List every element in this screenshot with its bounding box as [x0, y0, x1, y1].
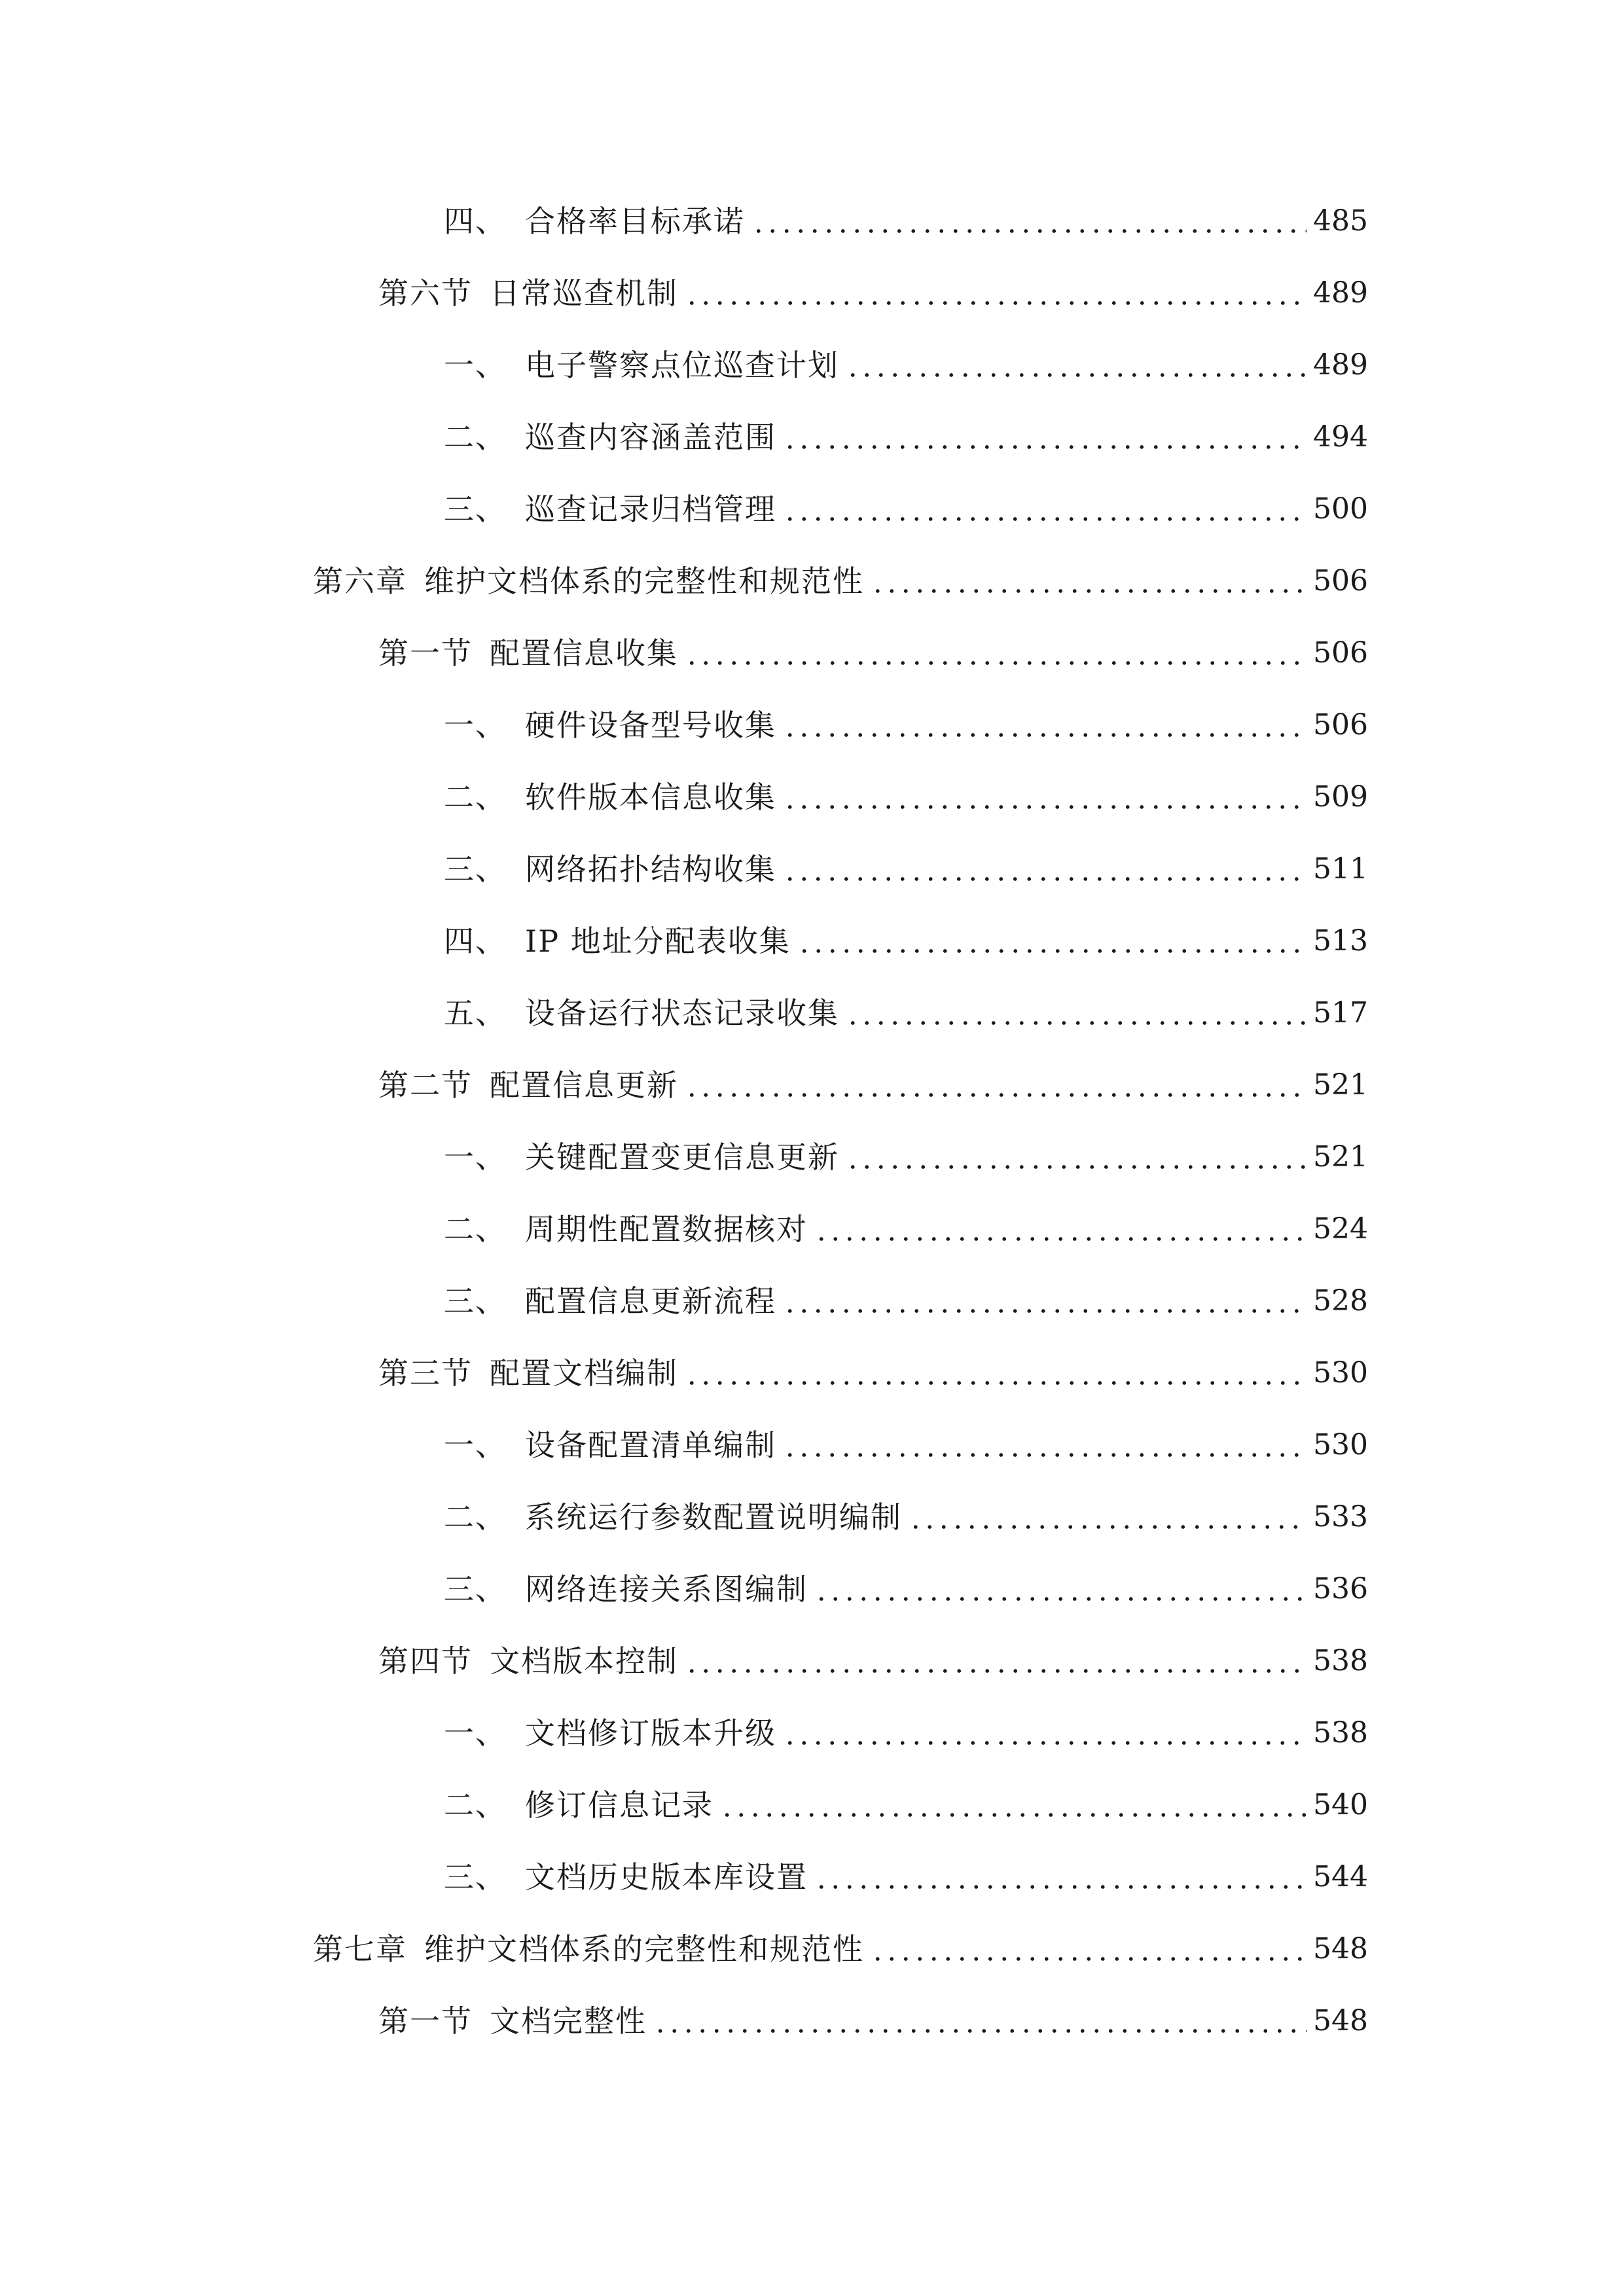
toc-entry-page: 524 [1313, 1212, 1368, 1246]
dot-leader [783, 1453, 1307, 1457]
dot-leader [783, 805, 1307, 809]
toc-entry[interactable] [313, 535, 1368, 601]
toc-entry-number: 第七章 [313, 1931, 407, 1967]
dot-leader [751, 229, 1307, 233]
dot-leader [685, 1669, 1307, 1673]
toc-entry-title: 网络连接关系图编制 [525, 1571, 808, 1607]
toc-entry-page: 544 [1313, 1860, 1368, 1893]
toc-entry[interactable] [444, 319, 1368, 385]
toc-entry-page: 533 [1313, 1500, 1368, 1534]
dot-leader [783, 877, 1307, 881]
toc-entry-number: 第二节 [378, 1067, 473, 1103]
toc-entry-page: 528 [1313, 1284, 1368, 1318]
toc-entry-page: 506 [1313, 564, 1368, 598]
toc-entry[interactable] [444, 463, 1368, 529]
dot-leader [783, 445, 1307, 449]
toc-entry-page: 538 [1313, 1644, 1368, 1677]
toc-entry-page: 511 [1313, 852, 1368, 886]
toc-entry-title: 配置信息收集 [490, 636, 678, 671]
dot-leader [797, 949, 1307, 953]
toc-entry-number: 第六节 [378, 276, 473, 311]
toc-entry-title: 电子警察点位巡查计划 [525, 348, 839, 383]
toc-entry-page: 548 [1313, 2004, 1368, 2037]
toc-entry[interactable] [313, 1903, 1368, 1969]
toc-entry-number: 一、 [444, 708, 507, 743]
toc-entry-title: 周期性配置数据核对 [525, 1211, 808, 1247]
toc-entry-number: 三、 [444, 492, 507, 527]
toc-entry-title: 巡查内容涵盖范围 [525, 420, 776, 455]
dot-leader [685, 301, 1307, 305]
dot-leader [814, 1597, 1307, 1601]
toc-entry-title: IP 地址分配表收集 [525, 924, 791, 959]
toc-entry-number: 二、 [444, 780, 507, 815]
toc-entry[interactable] [444, 1255, 1368, 1321]
toc-entry-number: 二、 [444, 1211, 507, 1247]
dot-leader [783, 733, 1307, 737]
toc-entry-title: 系统运行参数配置说明编制 [525, 1499, 902, 1535]
toc-entry-number: 第六章 [313, 564, 407, 599]
toc-entry-number: 三、 [444, 1283, 507, 1319]
toc-entry[interactable] [444, 175, 1368, 241]
dot-leader [846, 1021, 1307, 1025]
toc-entry[interactable] [378, 1327, 1368, 1393]
toc-entry-title: 配置信息更新 [490, 1067, 678, 1103]
toc-entry-page: 548 [1313, 1932, 1368, 1965]
toc-entry-page: 538 [1313, 1716, 1368, 1749]
toc-entry[interactable] [444, 1399, 1368, 1465]
toc-entry-title: 合格率目标承诺 [525, 204, 745, 239]
toc-entry[interactable] [378, 1615, 1368, 1681]
toc-entry-number: 二、 [444, 1499, 507, 1535]
dot-leader [685, 661, 1307, 665]
toc-entry-page: 500 [1313, 492, 1368, 526]
toc-entry-title: 配置文档编制 [490, 1355, 678, 1391]
toc-entry-page: 521 [1313, 1068, 1368, 1102]
toc-entry-number: 五、 [444, 996, 507, 1031]
toc-entry[interactable] [444, 1831, 1368, 1897]
toc-entry-number: 一、 [444, 1139, 507, 1175]
toc-entry-number: 二、 [444, 420, 507, 455]
toc-entry-page: 513 [1313, 924, 1368, 958]
toc-entry-page: 517 [1313, 996, 1368, 1030]
toc-entry-page: 494 [1313, 420, 1368, 454]
toc-entry-number: 三、 [444, 1859, 507, 1895]
toc-entry[interactable] [444, 823, 1368, 889]
toc-entry-number: 第一节 [378, 2003, 473, 2039]
toc-entry[interactable] [444, 751, 1368, 817]
toc-entry[interactable] [444, 1111, 1368, 1177]
toc-entry-title: 文档修订版本升级 [525, 1715, 776, 1751]
toc-entry-page: 509 [1313, 780, 1368, 814]
toc-entry-page: 506 [1313, 708, 1368, 742]
toc-entry[interactable] [378, 1975, 1368, 2041]
toc-entry-title: 维护文档体系的完整性和规范性 [424, 564, 864, 599]
dot-leader [846, 1165, 1307, 1169]
toc-entry[interactable] [444, 1183, 1368, 1249]
toc-entry-page: 536 [1313, 1572, 1368, 1605]
toc-entry-number: 三、 [444, 1571, 507, 1607]
toc-entry-title: 修订信息记录 [525, 1787, 713, 1823]
dot-leader [814, 1237, 1307, 1241]
toc-entry[interactable] [444, 391, 1368, 457]
toc-entry-title: 网络拓扑结构收集 [525, 852, 776, 887]
toc-entry-number: 第三节 [378, 1355, 473, 1391]
toc-entry-page: 521 [1313, 1140, 1368, 1174]
toc-entry-title: 硬件设备型号收集 [525, 708, 776, 743]
toc-entry[interactable] [444, 1759, 1368, 1825]
toc-entry-page: 489 [1313, 276, 1368, 310]
toc-entry[interactable] [378, 607, 1368, 673]
toc-entry[interactable] [444, 1543, 1368, 1609]
toc-entry-title: 关键配置变更信息更新 [525, 1139, 839, 1175]
toc-entry-page: 506 [1313, 636, 1368, 670]
dot-leader [653, 2029, 1307, 2033]
dot-leader [814, 1885, 1307, 1889]
dot-leader [783, 517, 1307, 521]
toc-entry-title: 巡查记录归档管理 [525, 492, 776, 527]
toc-entry-number: 二、 [444, 1787, 507, 1823]
toc-entry[interactable] [444, 1471, 1368, 1537]
toc-entry-page: 530 [1313, 1428, 1368, 1462]
toc-entry-number: 第一节 [378, 636, 473, 671]
toc-entry[interactable] [444, 1687, 1368, 1753]
toc-entry-title: 维护文档体系的完整性和规范性 [424, 1931, 864, 1967]
dot-leader [783, 1741, 1307, 1745]
toc-entry[interactable] [444, 679, 1368, 745]
toc-entry-title: 软件版本信息收集 [525, 780, 776, 815]
toc-entry-number: 一、 [444, 348, 507, 383]
toc-entry[interactable] [444, 967, 1368, 1033]
toc-entry-title: 日常巡查机制 [490, 276, 678, 311]
toc-entry-title: 文档版本控制 [490, 1643, 678, 1679]
toc-entry-title: 设备配置清单编制 [525, 1427, 776, 1463]
toc-entry-number: 一、 [444, 1715, 507, 1751]
dot-leader [685, 1381, 1307, 1385]
toc-entry-page: 540 [1313, 1788, 1368, 1821]
toc-entry-title: 文档历史版本库设置 [525, 1859, 808, 1895]
toc-entry[interactable] [378, 1039, 1368, 1105]
dot-leader [783, 1309, 1307, 1313]
dot-leader [846, 373, 1307, 377]
dot-leader [685, 1093, 1307, 1097]
toc-entry-title: 文档完整性 [490, 2003, 647, 2039]
toc-entry-title: 设备运行状态记录收集 [525, 996, 839, 1031]
toc-entry[interactable] [378, 247, 1368, 313]
toc-entry-number: 一、 [444, 1427, 507, 1463]
toc-entry-page: 530 [1313, 1356, 1368, 1390]
dot-leader [720, 1813, 1307, 1817]
toc-entry-page: 489 [1313, 348, 1368, 382]
toc-entry-number: 第四节 [378, 1643, 473, 1679]
toc-entry-number: 三、 [444, 852, 507, 887]
toc-entry[interactable] [444, 895, 1368, 961]
toc-entry-title: 配置信息更新流程 [525, 1283, 776, 1319]
toc-entry-number: 四、 [444, 204, 507, 239]
dot-leader [871, 589, 1307, 593]
toc-entry-page: 485 [1313, 204, 1368, 238]
dot-leader [909, 1525, 1307, 1529]
toc-entry-number: 四、 [444, 924, 507, 959]
dot-leader [871, 1957, 1307, 1961]
